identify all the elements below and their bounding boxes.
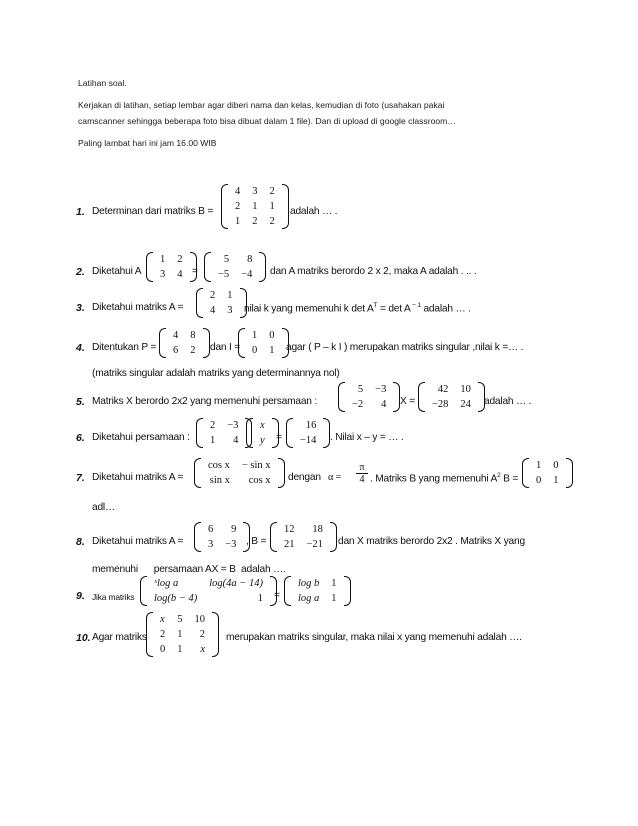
question-2-matrix-rhs: 5 8 −5 −4 <box>204 252 266 282</box>
question-3-text: Diketahui matriks A = <box>92 302 184 313</box>
question-2-text: Diketahui A <box>92 266 142 277</box>
question-3-tail: nilai k yang memenuhi k $\det A^T = \det A$ $^{- 1}$ adalah … . <box>244 302 471 315</box>
question-8-tail: dan X matriks berordo 2x2 . Matriks X yang <box>338 536 525 547</box>
question-10-text: Agar matriks <box>92 632 147 643</box>
question-8-number: 8. <box>76 536 85 548</box>
question-7-number: 7. <box>76 472 85 484</box>
question-3-number: 3. <box>76 302 85 314</box>
question-7-continuation: adl… <box>92 502 115 513</box>
question-10-matrix: x 5 10 2 1 2 0 1 x <box>146 612 219 657</box>
matrix-b: 4 3 2 2 1 1 1 2 2 <box>221 184 289 229</box>
question-5-text: Matriks X berordo 2x2 yang memenuhi persamaan : <box>92 396 318 407</box>
deadline-text: Paling lambat hari ini jam 16.00 WIB <box>78 138 217 148</box>
question-7-matrix-rhs: 1 0 0 1 <box>522 458 573 488</box>
question-4-mid: dan I = <box>210 342 241 353</box>
question-3-matrix-a: 2 1 4 3 <box>196 288 247 318</box>
question-6-tail: . Nilai x – y = … . <box>330 432 404 443</box>
question-4-note: (matriks singular adalah matriks yang determinannya nol) <box>92 368 340 379</box>
question-6-matrix-coef: 2 −3 1 4 <box>196 418 252 448</box>
question-4-text: Ditentukan P = <box>92 342 157 353</box>
question-5-matrix-rhs: 42 10 −28 24 <box>418 382 485 412</box>
question-4-tail: agar ( P – k I ) merupakan matriks singular ,nilai k =… . <box>286 342 524 353</box>
question-7-alpha: α = <box>328 472 342 483</box>
question-1-tail: adalah … . <box>290 206 338 217</box>
question-8-matrix-b: 12 18 21 −21 <box>270 522 337 552</box>
question-6-matrix-xy: x y <box>246 418 279 448</box>
question-7-matrix-a: cos x − sin x sin x cos x <box>194 458 285 488</box>
question-2-number: 2. <box>76 266 85 278</box>
question-6-matrix-rhs: 16 −14 <box>286 418 330 448</box>
question-8-continuation: memenuhi persamaan AX = B adalah …. <box>92 564 286 575</box>
question-9-text: Jika matriks <box>92 592 135 602</box>
question-9-equals: = <box>274 590 280 601</box>
question-5-number: 5. <box>76 396 85 408</box>
question-1-number: 1. <box>76 206 85 218</box>
question-9-matrix-lhs: ˣlog a log(4a − 14) log(b − 4) 1 <box>140 576 277 606</box>
question-2-matrix-a: 1 2 3 4 <box>146 252 197 282</box>
question-7-text: Diketahui matriks A = <box>92 472 184 483</box>
question-5-tail: adalah … . <box>484 396 532 407</box>
question-7-tail: . Matriks B yang memenuhi $A^2$ B = <box>370 472 519 485</box>
question-2-tail: dan A matriks berordo 2 x 2, maka A adalah . .. . <box>270 266 477 277</box>
question-10-tail: merupakan matriks singular, maka nilai x yang memenuhi adalah …. <box>226 632 522 643</box>
question-4-number: 4. <box>76 342 85 354</box>
question-8-mid: , B = <box>246 536 267 547</box>
identity-matrix: 1 0 0 1 <box>238 328 289 358</box>
question-9-number: 9. <box>76 590 85 602</box>
question-6-equals: = <box>276 432 282 443</box>
question-7-mid: dengan <box>288 472 321 483</box>
pi-over-four: $\frac{\pi}{4}$ <box>356 462 368 485</box>
question-10-number: 10. <box>76 632 91 644</box>
matrix-p: 4 8 6 2 <box>159 328 210 358</box>
instructions-line-2: camscanner sehingga beberapa foto bisa dibuat dalam 1 file). Dan di upload di google classroom… <box>78 116 456 126</box>
question-8-text: Diketahui matriks A = <box>92 536 184 547</box>
worksheet-title: Latihan soal. <box>78 78 127 88</box>
question-9-matrix-rhs: log b 1 log a 1 <box>284 576 351 606</box>
instructions-line-1: Kerjakan di latihan, setiap lembar agar diberi nama dan kelas, kemudian di foto (usahakan pakai <box>78 100 445 110</box>
question-6-number: 6. <box>76 432 85 444</box>
question-1-text: Determinan dari matriks B = <box>92 206 214 217</box>
question-2-equals: = <box>192 266 198 277</box>
question-5-mid: X = <box>400 396 415 407</box>
question-6-text: Diketahui persamaan : <box>92 432 190 443</box>
question-8-matrix-a: 6 9 3 −3 <box>194 522 250 552</box>
question-5-matrix-lhs: 5 −3 −2 4 <box>338 382 400 412</box>
